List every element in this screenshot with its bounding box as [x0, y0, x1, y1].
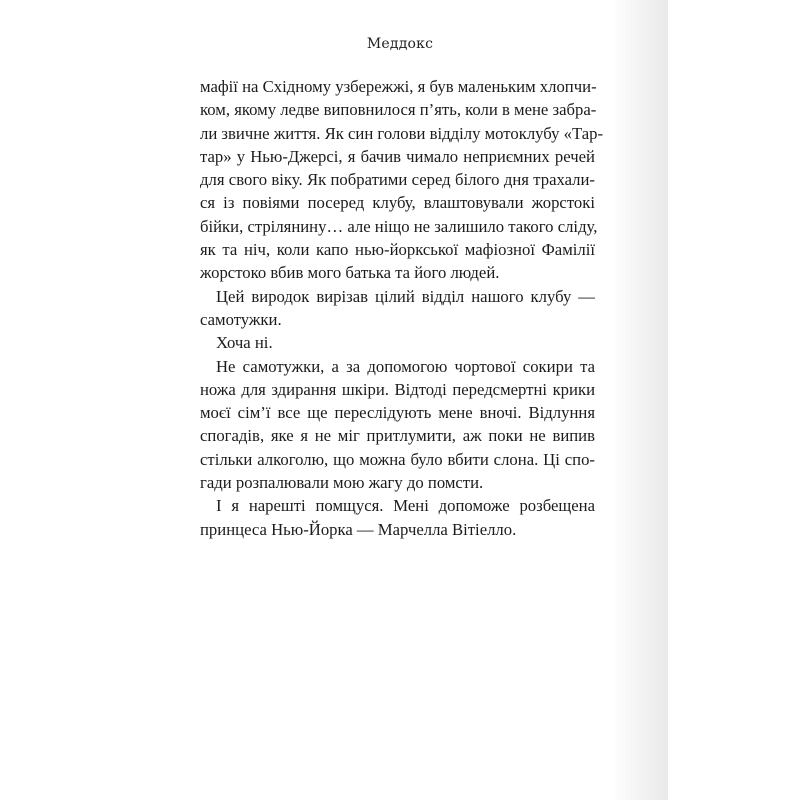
text-line: самотужки. [200, 309, 282, 329]
text-line: як та ніч, коли капо нью-йоркської мафіозної Фамілії [200, 240, 595, 260]
running-head: Меддокс [366, 36, 434, 52]
text-line: Цей виродок вирізав цілий відділ нашого клубу — [216, 286, 595, 306]
text-line: бійки, стрілянину… але ніщо не залишило такого сліду, [200, 216, 598, 236]
text-line: стільки алкоголю, що можна було вбити слона. Ці спо- [200, 449, 595, 469]
text-line: Хоча ні. [216, 333, 273, 353]
text-line: жорстоко вбив мого батька та його людей. [200, 263, 500, 283]
text-line: ся із повіями посеред клубу, влаштовували жорстокі [200, 193, 595, 213]
body-text [200, 75, 604, 541]
text-line: І я нарешті помщуся. Мені допоможе розбещена [216, 496, 595, 516]
text-line: ли звичне життя. Як син голови відділу мотоклубу «Тар- [200, 123, 604, 143]
text-line: спогадів, яке я не міг притлумити, аж поки не випив [200, 426, 595, 446]
text-line: гади розпалювали мою жагу до помсти. [200, 473, 484, 493]
text-line: принцеса Нью-Йорка — Марчелла Вітіелло. [200, 519, 517, 539]
text-line: для свого віку. Як побратими серед білого дня трахали- [200, 170, 595, 190]
page-edge-shadow [612, 0, 668, 800]
text-line: ком, якому ледве виповнилося п’ять, коли в мене забра- [200, 100, 597, 120]
text-line: Не самотужки, а за допомогою чортової сокири та [216, 356, 595, 376]
text-line: моєї сім’ї все ще переслідують мене вночі. Відлуння [200, 403, 595, 423]
text-line: тар» у Нью-Джерсі, я бачив чимало неприємних речей [200, 146, 595, 166]
text-line: ножа для здирання шкіри. Відтоді передсмертні крики [200, 379, 595, 399]
text-line: мафії на Східному узбережжі, я був маленьким хлопчи- [200, 77, 597, 96]
